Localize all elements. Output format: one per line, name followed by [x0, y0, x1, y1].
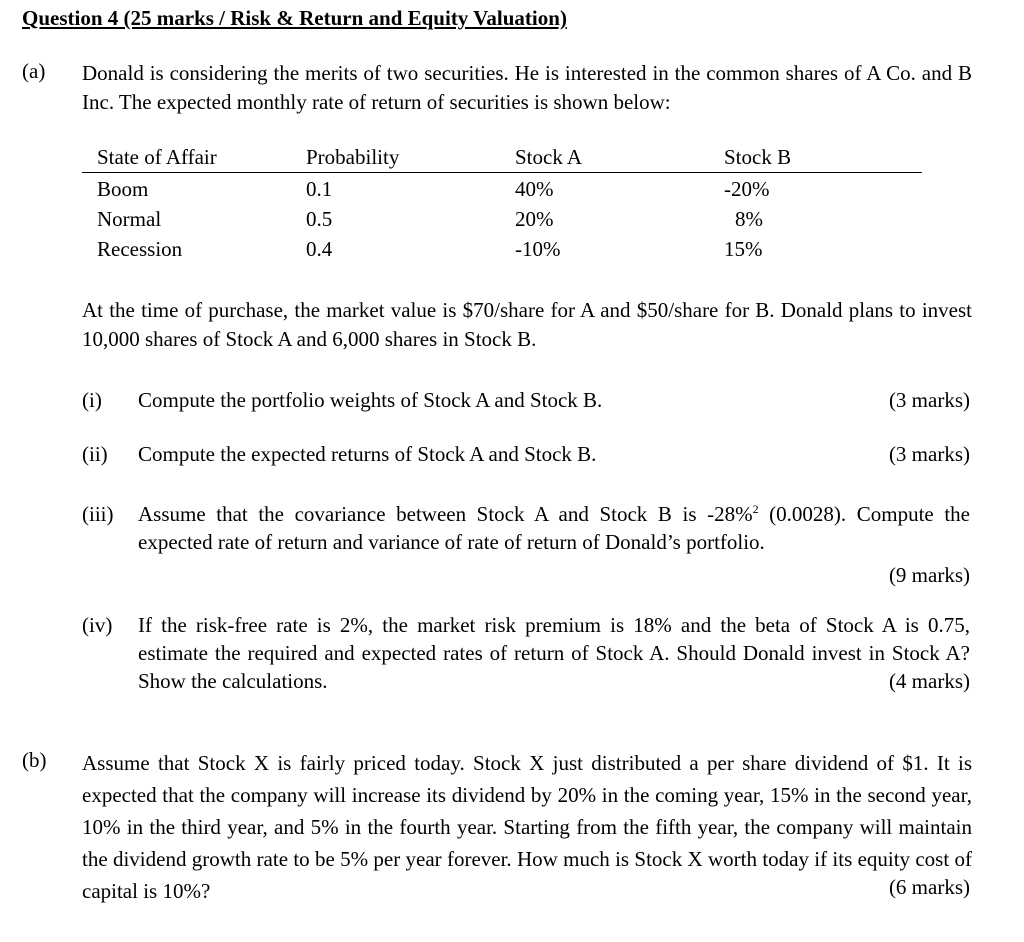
purchase-text: At the time of purchase, the market value is $70/share for A and $50/share for B. Donald plans to invest 10,000 shares of Stock A and 6,000 shares in Stock B.	[82, 298, 972, 351]
table-cell: -20%	[724, 177, 770, 201]
table-cell: 40%	[515, 177, 554, 201]
part-a-label: (a)	[22, 59, 46, 83]
table-header-probability: Probability	[306, 145, 400, 169]
table-cell: 0.4	[306, 237, 333, 261]
subquestion-text: If the risk-free rate is 2%, the market risk premium is 18% and the beta of Stock A is 0.75, estimate the required and expected rates of return of Stock A. Should Donald invest in Stock A? Show the calculations.	[138, 613, 970, 693]
question-title: Question 4 (25 marks / Risk & Return and Equity Valuation)	[22, 6, 567, 30]
subquestion-number: (iv)	[82, 613, 113, 637]
subquestion-number: (iii)	[82, 502, 114, 526]
table-cell: Boom	[97, 177, 149, 201]
table-header-state: State of Affair	[97, 145, 217, 169]
table-header-stock-a: Stock A	[515, 145, 583, 169]
table-cell: 0.1	[306, 177, 333, 201]
table-cell: Recession	[97, 237, 183, 261]
table-cell: 8%	[735, 207, 763, 231]
marks-label: (4 marks)	[888, 669, 970, 693]
marks-label: (6 marks)	[888, 875, 970, 899]
marks-label: (3 marks)	[888, 388, 970, 412]
table-cell: 20%	[515, 207, 554, 231]
subquestion-text-after: (0.0028). Compute the expected rate of return and variance of rate of return of Donald’s portfolio.	[138, 502, 970, 554]
marks-label: (3 marks)	[888, 442, 970, 466]
part-a-intro: Donald is considering the merits of two securities. He is interested in the common shares of A Co. and B Inc. The expected monthly rate of return of securities is shown below:	[82, 61, 972, 114]
subquestion-text	[138, 500, 970, 556]
part-b-label: (b)	[22, 748, 47, 772]
table-cell: 15%	[724, 237, 763, 261]
table-cell: 0.5	[306, 207, 333, 231]
subquestion-number: (i)	[82, 388, 102, 412]
subquestion-text: Compute the portfolio weights of Stock A and Stock B.	[138, 388, 603, 412]
table-cell: Normal	[97, 207, 162, 231]
table-cell: -10%	[515, 237, 561, 261]
subquestion-text-before: Assume that the covariance between Stock A and Stock B is -28%	[138, 502, 753, 526]
superscript: 2	[752, 502, 759, 516]
subquestion-number: (ii)	[82, 442, 108, 466]
marks-label: (9 marks)	[888, 563, 970, 587]
part-b-text: Assume that Stock X is fairly priced today. Stock X just distributed a per share dividend of $1. It is expected that the company will increase its dividend by 20% in the coming year, 15% in the second year, 10% in the third year, and 5% in the fourth year. Starting from the fifth year, the company will maintain the dividend growth rate to be 5% per year forever. How much is Stock X worth today if its equity cost of capital is 10%?	[82, 751, 972, 903]
table-header-rule	[82, 172, 922, 173]
table-header-stock-b: Stock B	[724, 145, 792, 169]
subquestion-text: Compute the expected returns of Stock A and Stock B.	[138, 442, 597, 466]
